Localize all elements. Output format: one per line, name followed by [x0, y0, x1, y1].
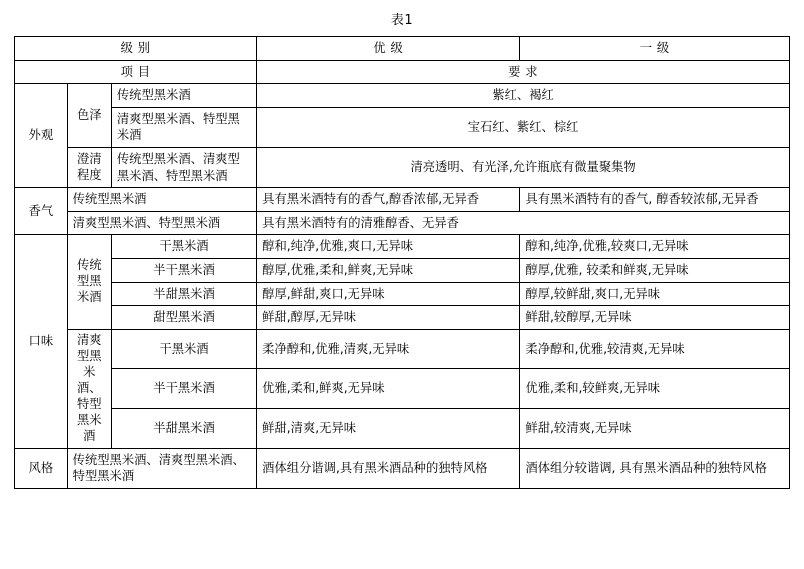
section-label-aroma: 香气	[15, 188, 68, 235]
row-type: 传统型黑米酒、清爽型黑米酒、特型黑米酒	[111, 147, 256, 187]
row-value-premium: 柔净醇和,优雅,清爽,无异味	[257, 329, 520, 369]
header-grade-label: 级 别	[15, 37, 257, 61]
row-value-premium: 紫红、褐红	[257, 84, 790, 108]
row-value-premium: 鲜甜,醇厚,无异味	[257, 306, 520, 330]
row-type: 半干黑米酒	[111, 369, 256, 409]
row-value-first: 醇和,纯净,优雅,较爽口,无异味	[520, 235, 790, 259]
row-value-first: 具有黑米酒特有的香气, 醇香较浓郁,无异香	[520, 188, 790, 212]
row-value-premium: 醇厚,优雅,柔和,鲜爽,无异味	[257, 258, 520, 282]
row-value-premium: 酒体组分谐调,具有黑米酒品种的独特风格	[257, 448, 520, 488]
row-type: 半干黑米酒	[111, 258, 256, 282]
subsection-label-clarity: 澄清程度	[67, 147, 111, 187]
row-type: 半甜黑米酒	[111, 408, 256, 448]
header-premium-grade: 优 级	[257, 37, 520, 61]
row-type: 干黑米酒	[111, 235, 256, 259]
row-value-premium: 宝石红、紫红、棕红	[257, 107, 790, 147]
header-item-label: 项 目	[15, 60, 257, 84]
table-row	[15, 258, 790, 282]
table-row	[15, 147, 790, 187]
row-type: 半甜黑米酒	[111, 282, 256, 306]
row-value-first: 鲜甜,较醇厚,无异味	[520, 306, 790, 330]
row-value-premium: 优雅,柔和,鲜爽,无异味	[257, 369, 520, 409]
row-type: 甜型黑米酒	[111, 306, 256, 330]
table-header-row-grade	[15, 37, 790, 61]
row-value-premium: 具有黑米酒特有的香气,醇香浓郁,无异香	[257, 188, 520, 212]
table-row	[15, 329, 790, 369]
row-value-premium: 醇和,纯净,优雅,爽口,无异味	[257, 235, 520, 259]
row-value-first: 优雅,柔和,较鲜爽,无异味	[520, 369, 790, 409]
row-type: 干黑米酒	[111, 329, 256, 369]
section-label-taste: 口味	[15, 235, 68, 448]
table-row	[15, 282, 790, 306]
header-first-grade: 一 级	[520, 37, 790, 61]
table-row	[15, 211, 790, 235]
row-value-first: 醇厚,优雅, 较柔和鲜爽,无异味	[520, 258, 790, 282]
section-label-appearance: 外观	[15, 84, 68, 188]
table-row	[15, 84, 790, 108]
table-row	[15, 306, 790, 330]
row-type: 清爽型黑米酒、特型黑米酒	[67, 211, 257, 235]
row-value-premium: 鲜甜,清爽,无异味	[257, 408, 520, 448]
row-value-premium: 具有黑米酒特有的清雅醇香、无异香	[257, 211, 790, 235]
table-row	[15, 408, 790, 448]
table-row	[15, 235, 790, 259]
row-type: 传统型黑米酒	[67, 188, 257, 212]
taste-group-label-traditional: 传统型黑米酒	[67, 235, 111, 329]
row-value-premium: 清亮透明、有光泽,允许瓶底有微量聚集物	[257, 147, 790, 187]
row-type: 传统型黑米酒、清爽型黑米酒、特型黑米酒	[67, 448, 257, 488]
table-caption: 表1	[390, 13, 414, 28]
row-type: 传统型黑米酒	[111, 84, 256, 108]
taste-group-label-refreshing: 清爽型黑米酒、特型黑米酒	[67, 329, 111, 448]
table-row	[15, 107, 790, 147]
row-value-first: 醇厚,较鲜甜,爽口,无异味	[520, 282, 790, 306]
row-value-premium: 醇厚,鲜甜,爽口,无异味	[257, 282, 520, 306]
subsection-label-color: 色泽	[67, 84, 111, 148]
table-row	[15, 448, 790, 488]
row-value-first: 柔净醇和,优雅,较清爽,无异味	[520, 329, 790, 369]
row-value-first: 鲜甜,较清爽,无异味	[520, 408, 790, 448]
header-requirement-label: 要 求	[257, 60, 790, 84]
section-label-style: 风格	[15, 448, 68, 488]
spec-table	[14, 36, 790, 489]
table-header-row-item	[15, 60, 790, 84]
table-row	[15, 188, 790, 212]
row-value-first: 酒体组分较谐调, 具有黑米酒品种的独特风格	[520, 448, 790, 488]
table-row	[15, 369, 790, 409]
row-type: 清爽型黑米酒、特型黑米酒	[111, 107, 256, 147]
